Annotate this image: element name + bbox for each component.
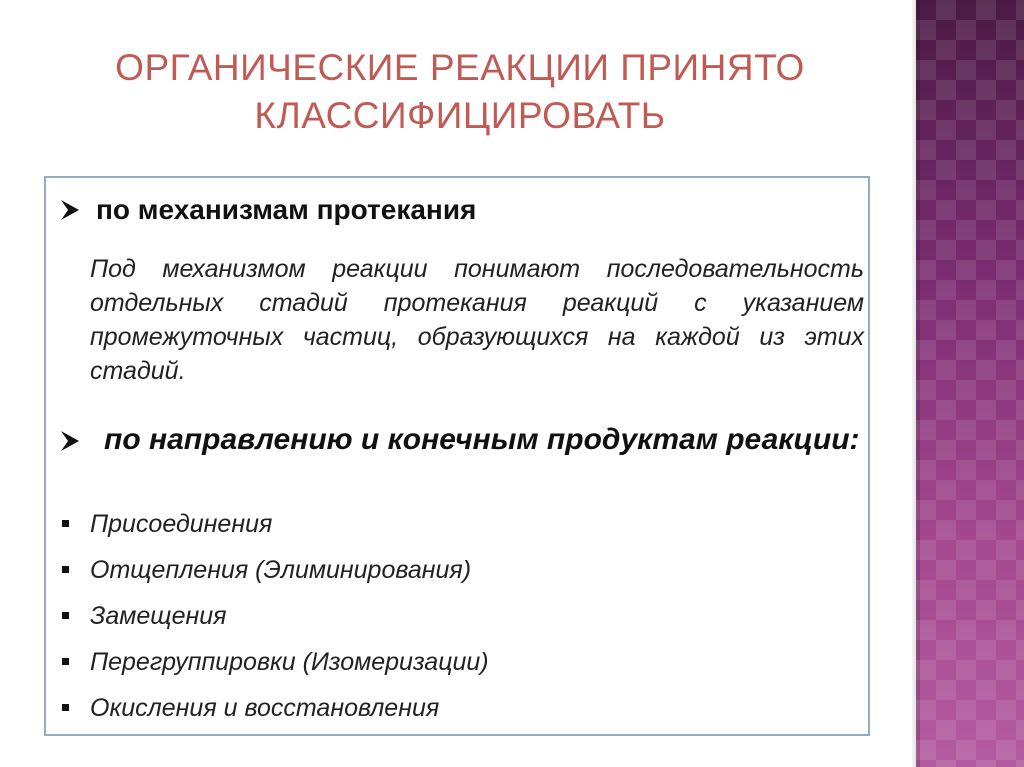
arrowhead-bullet-icon xyxy=(60,199,80,221)
list-item xyxy=(60,688,850,734)
square-bullet-icon xyxy=(62,658,69,665)
square-bullet-icon xyxy=(62,704,69,711)
list-item xyxy=(60,596,850,642)
square-bullet-icon xyxy=(62,566,69,573)
content-box xyxy=(44,176,870,736)
list-item-label: Присоединения xyxy=(90,510,273,538)
title-line-1: ОРГАНИЧЕСКИЕ РЕАКЦИИ ПРИНЯТО xyxy=(115,47,805,88)
section-1-heading-row xyxy=(60,190,476,230)
reaction-type-list xyxy=(60,504,850,734)
list-item-label: Замещения xyxy=(90,602,227,630)
list-item xyxy=(60,550,850,596)
square-bullet-icon xyxy=(62,520,69,527)
arrowhead-bullet-icon xyxy=(60,430,80,452)
square-bullet-icon xyxy=(62,612,69,619)
side-band-shadow xyxy=(912,0,920,767)
list-item-label: Окисления и восстановления xyxy=(90,694,440,722)
list-item xyxy=(60,642,850,688)
section-2-heading: по направлению и конечным продуктам реакции: xyxy=(104,423,860,456)
slide-title xyxy=(40,44,880,140)
title-line-2: КЛАССИФИЦИРОВАТЬ xyxy=(254,95,666,136)
section-1-heading: по механизмам протекания xyxy=(96,194,477,225)
list-item-label: Отщепления (Элиминирования) xyxy=(90,556,472,584)
decorative-side-band xyxy=(916,0,1024,767)
list-item-label: Перегруппировки (Изомеризации) xyxy=(90,648,489,676)
list-item xyxy=(60,504,850,550)
section-2-heading-row xyxy=(60,420,864,460)
section-1-description: Под механизмом реакции понимают последовательность отдельных стадий протекания реакций с указанием промежуточных частиц, образующихся на каждой из этих стадий. xyxy=(90,255,864,385)
